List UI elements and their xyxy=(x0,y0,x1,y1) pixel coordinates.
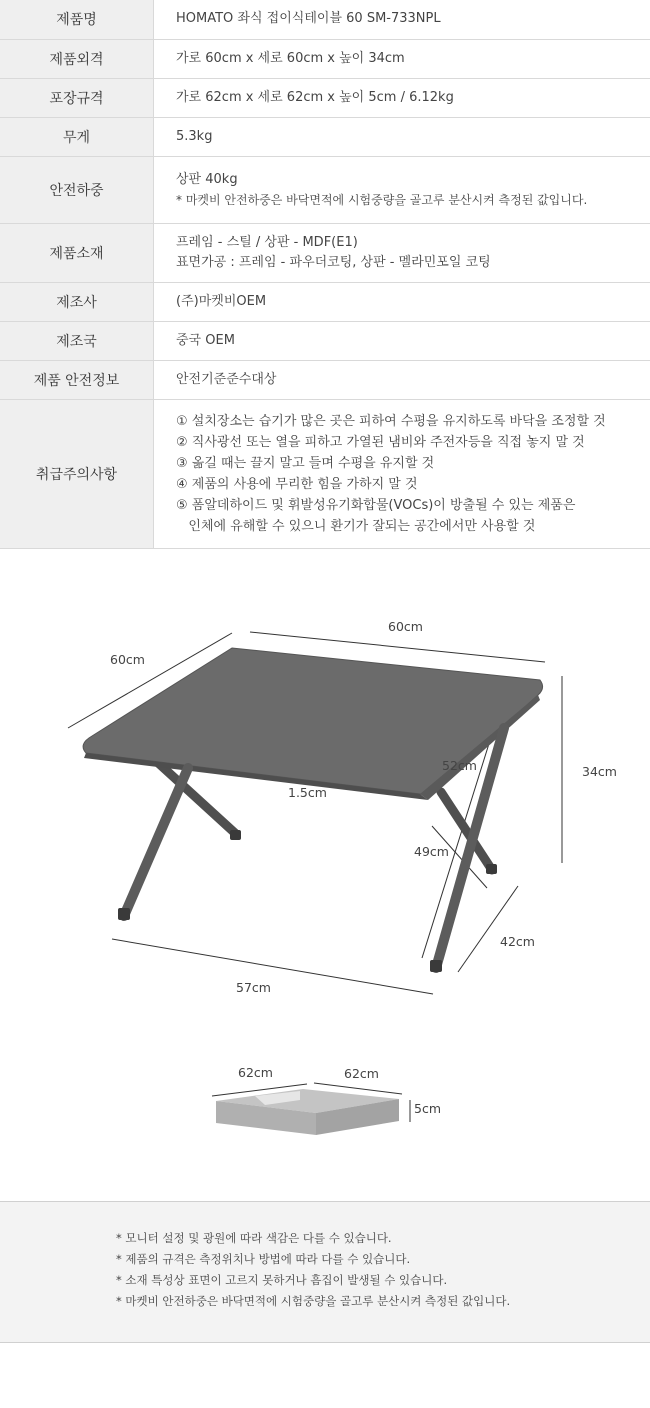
notes-list xyxy=(0,1202,650,1312)
spec-row-material xyxy=(0,223,650,282)
spec-value: 5.3kg xyxy=(154,117,650,156)
spec-label: 제조사 xyxy=(0,282,154,321)
spec-value: 가로 62cm x 세로 62cm x 높이 5cm / 6.12kg xyxy=(154,78,650,117)
dim-label-box-width: 62cm xyxy=(238,1065,273,1080)
spec-value: 프레임 - 스틸 / 상판 - MDF(E1) 표면가공 : 프레임 - 파우더코팅, 상판 - 멜라민포일 코팅 xyxy=(154,223,650,282)
spec-row-caution xyxy=(0,399,650,548)
dim-label-top-depth: 60cm xyxy=(110,652,145,667)
spec-label: 제품외격 xyxy=(0,39,154,78)
spec-row-product-name xyxy=(0,0,650,39)
spec-value: 상판 40kg * 마켓비 안전하중은 바닥면적에 시험중량을 골고루 분산시켜 측정된 값입니다. xyxy=(154,156,650,223)
spec-value: 가로 60cm x 세로 60cm x 높이 34cm xyxy=(154,39,650,78)
dim-label-box-height: 5cm xyxy=(414,1101,442,1116)
spec-label: 제품 안전정보 xyxy=(0,360,154,399)
leg-foot xyxy=(486,864,497,874)
spec-table xyxy=(0,0,650,549)
spec-label: 무게 xyxy=(0,117,154,156)
leg-foot xyxy=(118,908,130,920)
dim-label-box-depth: 62cm xyxy=(344,1066,379,1081)
note-item: * 소재 특성상 표면이 고르지 못하거나 흠집이 발생될 수 있습니다. xyxy=(116,1273,448,1287)
spec-value: HOMATO 좌식 접이식테이블 60 SM-733NPL xyxy=(154,0,650,39)
spec-row-dimensions xyxy=(0,39,650,78)
spec-row-safety-load xyxy=(0,156,650,223)
spec-row-safety-info xyxy=(0,360,650,399)
spec-label: 취급주의사항 xyxy=(0,399,154,548)
spec-label: 안전하중 xyxy=(0,156,154,223)
table-leg-front-left xyxy=(124,768,188,916)
spec-value: (주)마켓비OEM xyxy=(154,282,650,321)
spec-row-package xyxy=(0,78,650,117)
note-item: * 모니터 설정 및 광원에 따라 색감은 다를 수 있습니다. xyxy=(116,1231,392,1245)
leg-foot xyxy=(230,830,241,840)
spec-label: 포장규격 xyxy=(0,78,154,117)
leg-foot xyxy=(430,960,442,972)
note-item: * 제품의 규격은 측정위치나 방법에 따라 다를 수 있습니다. xyxy=(116,1252,411,1266)
spec-label: 제조국 xyxy=(0,321,154,360)
dim-line-base-depth xyxy=(458,886,518,972)
spec-label: 제품명 xyxy=(0,0,154,39)
dim-label-height: 34cm xyxy=(582,764,617,779)
dim-label-leg-inner: 52cm xyxy=(442,758,477,773)
note-item: * 마켓비 안전하중은 바닥면적에 시험중량을 골고루 분산시켜 측정된 값입니다. xyxy=(116,1294,511,1308)
spec-row-country xyxy=(0,321,650,360)
spec-value: 안전기준준수대상 xyxy=(154,360,650,399)
notes-section xyxy=(0,1202,650,1343)
spec-label: 제품소재 xyxy=(0,223,154,282)
spec-value: 중국 OEM xyxy=(154,321,650,360)
table-dimension-drawing xyxy=(0,548,650,1201)
dimension-diagram xyxy=(0,548,650,1202)
dim-label-thickness: 1.5cm xyxy=(288,785,327,800)
spec-row-manufacturer xyxy=(0,282,650,321)
package-box-drawing xyxy=(212,1065,441,1135)
spec-row-weight xyxy=(0,117,650,156)
dim-label-base-depth: 42cm xyxy=(500,934,535,949)
dim-label-leg: 49cm xyxy=(414,844,449,859)
dim-label-top-width: 60cm xyxy=(388,619,423,634)
spec-value: ① 설치장소는 습기가 많은 곳은 피하여 수평을 유지하도록 바닥을 조정할 것 ② 직사광선 또는 열을 피하고 가열된 냄비와 주전자등을 직접 놓지 말 것 ③ 옮길 때는 끌지 말고 들며 수평을 유지할 것 ④ 제품의 사용에 무리한 힘을 가하지 말 것 ⑤ 폼알데하이드 및 휘발성유기화합물(VOCs)이 방출될 수 있는 제품은 인체에 유해할 수 있으니 환기가 잘되는 공간에서만 사용할 것 xyxy=(154,399,650,548)
dim-line-base-width xyxy=(112,939,433,994)
dim-label-base-width: 57cm xyxy=(236,980,271,995)
